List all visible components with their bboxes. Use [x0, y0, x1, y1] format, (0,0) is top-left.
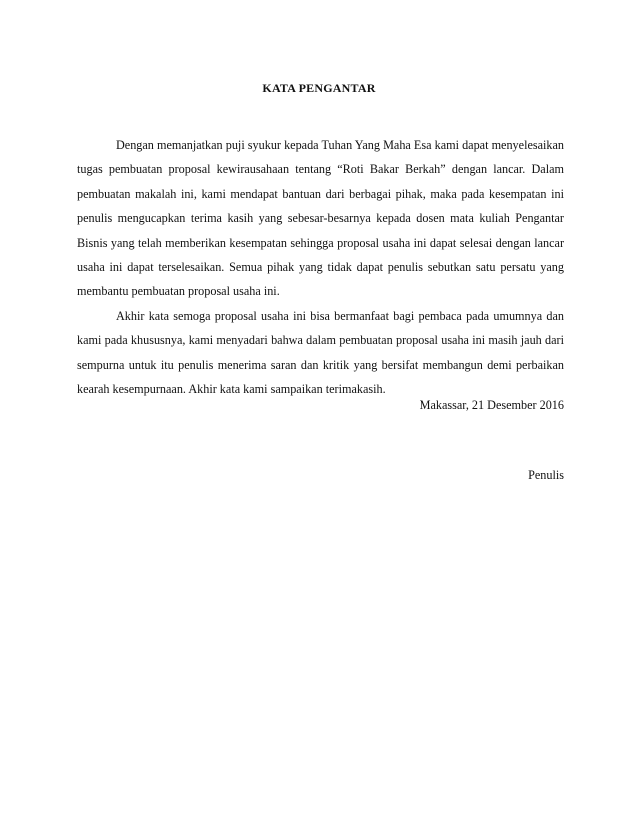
page-title: KATA PENGANTAR — [262, 81, 376, 95]
author-signature: Penulis — [528, 468, 564, 482]
paragraph-1: Dengan memanjatkan puji syukur kepada Tuhan Yang Maha Esa kami dapat menyelesaikan tugas pembuatan proposal kewirausahaan tentang “Roti Bakar Berkah” dengan lancar. Dalam pembuatan makalah ini, kami mendapat bantuan dari berbagai pihak, maka pada kesempatan ini penulis mengucapkan terima kasih yang sebesar-besarnya kepada dosen mata kuliah Pengantar Bisnis yang telah memberikan kesempatan sehingga proposal usaha ini dapat selesai dengan lancar usaha ini dapat terselesaikan. Semua pihak yang tidak dapat penulis sebutkan satu persatu yang membantu pembuatan proposal usaha ini. — [77, 138, 564, 299]
body-text — [77, 133, 564, 401]
paragraph-2: Akhir kata semoga proposal usaha ini bisa bermanfaat bagi pembaca pada umumnya dan kami pada khususnya, kami menyadari bahwa dalam pembuatan proposal usaha ini masih jauh dari sempurna untuk itu penulis menerima saran dan kritik yang bersifat membangun demi perbaikan kearah kesempurnaan. Akhir kata kami sampaikan terimakasih. — [77, 308, 564, 397]
place-date: Makassar, 21 Desember 2016 — [419, 398, 564, 412]
